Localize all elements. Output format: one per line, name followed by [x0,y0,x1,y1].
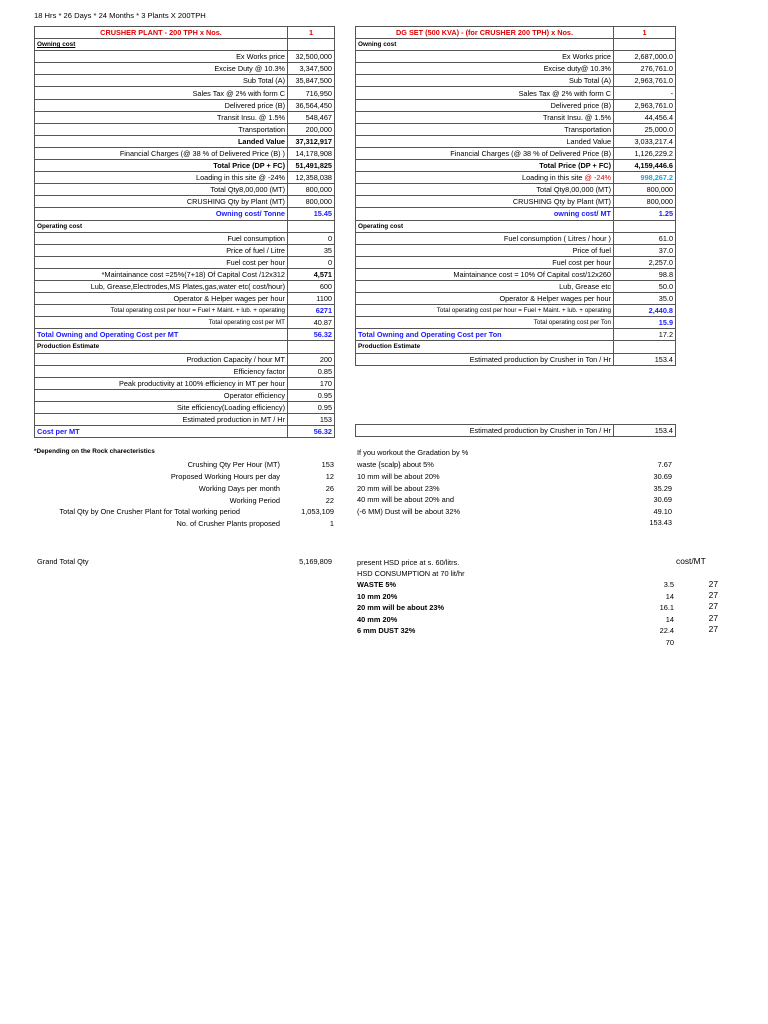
crusher-op-value: 600 [288,280,335,292]
crusher-prod-value: 0.95 [288,401,335,413]
crusher-row-label: Delivered price (B) [35,99,288,111]
summary-value: 12 [325,472,334,481]
hsd-row-label: 6 mm DUST 32% [357,626,416,635]
crusher-prod-label: Operator efficiency [35,389,288,401]
dg-est-label: Estimated production by Crusher in Ton / Hr [356,353,614,365]
dg-op-value: 61.0 [614,232,676,244]
crusher-op-label: Fuel consumption [35,232,288,244]
dg-op-label: Price of fuel [356,244,614,256]
dg-row-label: Total Qty8,00,000 (MT) [356,184,614,196]
dg-op-value: 2,440.8 [614,305,676,317]
crusher-op-label: *Maintainance cost =25%(7+18) Of Capital Cost /12x312 [35,268,288,280]
summary-label: Working Period [229,496,280,505]
crusher-row-value: 35,847,500 [288,75,335,87]
gradation-label: 40 mm will be about 20% and [357,495,454,504]
dg-row-value: - [614,87,676,99]
gradation-label: waste {scalp} about 5% [357,460,434,469]
hsd-row-value: 14 [665,592,674,601]
gradation-value: 7.67 [657,460,672,469]
dg-loading-label: Loading in this site [522,173,583,183]
hsd-cost-header: cost/MT [676,556,706,566]
crusher-prod-value: 153 [288,414,335,426]
gradation-label: 20 mm will be about 23% [357,484,440,493]
crusher-row-label: Ex Works price [35,51,288,63]
gradation-total: 153.43 [649,518,672,527]
dg-row-label: CRUSHING Qty by Plant (MT) [356,196,614,208]
dg-production-label: Production Estimate [356,341,614,353]
dg-row-value: 2,687,000.0 [614,51,676,63]
summary-value: 153 [321,460,334,469]
hsd-row-label: 20 mm will be about 23% [357,603,445,612]
dg-op-label: Total operating cost per Ton [356,317,614,329]
crusher-op-label: Operator & Helper wages per hour [35,293,288,305]
summary-value: 1 [329,519,334,528]
dg-row-label: Transit Insu. @ 1.5% [356,111,614,123]
crusher-row-label: Transportation [35,123,288,135]
dg-total-oo-value: 17.2 [614,329,676,341]
gradation-label: 10 mm will be about 20% [357,472,440,481]
dg-row-value: 1,126,229.2 [614,147,676,159]
crusher-row-value: 32,500,000 [288,51,335,63]
crusher-row-label: Loading in this site @ -24% [35,172,288,184]
dg-table [355,26,676,366]
crusher-op-value: 1100 [288,293,335,305]
dg-op-label: Operator & Helper wages per hour [356,293,614,305]
crusher-nos: 1 [288,27,335,39]
dg-row-value: 3,033,217.4 [614,135,676,147]
dg-row-label: Transportation [356,123,614,135]
crusher-op-label: Total operating cost per MT [35,317,288,329]
gradation-intro: If you workout the Gradation by % [357,448,469,457]
crusher-prod-label: Estimated production in MT / Hr [35,414,288,426]
crusher-op-label: Total operating cost per hour = Fuel + Maint. + lub. + operating [35,305,288,317]
crusher-row-label: Owning cost/ Tonne [35,208,288,220]
crusher-row-value: 12,358,038 [288,172,335,184]
hsd-row-label: WASTE 5% [357,580,397,589]
summary-label: Total Qty by One Crusher Plant for Total working period [59,507,240,516]
crusher-row-value: 15.45 [288,208,335,220]
crusher-op-label: Lub, Grease,Electrodes,MS Plates,gas,water etc( cost/hour) [35,280,288,292]
dg-op-label: Lub, Grease etc [356,280,614,292]
dg-row-value: 276,761.0 [614,63,676,75]
dg-op-value: 98.8 [614,268,676,280]
crusher-op-value: 40.87 [288,317,335,329]
hsd-consumption-line: HSD CONSUMPTION at 70 lit/hr [357,569,465,578]
crusher-row-value: 800,000 [288,196,335,208]
dg-row-value: 1.25 [614,208,676,220]
dg-op-value: 50.0 [614,280,676,292]
hsd-row-value: 16.1 [659,603,674,612]
crusher-operating-label: Operating cost [35,220,288,232]
dg-op-label: Fuel cost per hour [356,256,614,268]
dg-total-oo-label: Total Owning and Operating Cost per Ton [356,329,614,341]
dg-operating-label: Operating cost [356,220,614,232]
crusher-row-value: 800,000 [288,184,335,196]
dg-est2-label: Estimated production by Crusher in Ton / Hr [356,425,614,437]
crusher-row-label: Sales Tax @ 2% with form C [35,87,288,99]
dg-row-label: Financial Charges (@ 38 % of Delivered Price (B) [356,147,614,159]
crusher-prod-label: Production Capacity / hour MT [35,353,288,365]
crusher-prod-value: 200 [288,353,335,365]
grand-total-value: 5,169,809 [299,557,332,566]
crusher-row-label: Total Price (DP + FC) [35,160,288,172]
crusher-prod-value: 0.95 [288,389,335,401]
crusher-row-value: 548,467 [288,111,335,123]
dg-row-value: 2,963,761.0 [614,75,676,87]
crusher-prod-label: Site efficiency(Loading efficiency) [35,401,288,413]
crusher-prod-value: 0.85 [288,365,335,377]
summary-label: Proposed Working Hours per day [170,472,280,481]
crusher-op-value: 6271 [288,305,335,317]
summary-value: 1,053,109 [301,507,334,516]
dg-est2-table [355,424,676,437]
crusher-title: CRUSHER PLANT - 200 TPH x Nos. [35,27,288,39]
dg-row-value: 4,159,446.6 [614,160,676,172]
dg-op-label: Maintainance cost = 10% Of Capital cost/12x260 [356,268,614,280]
dg-row-label [356,172,614,184]
dg-row-label: Ex Works price [356,51,614,63]
crusher-row-label: Sub Total (A) [35,75,288,87]
hsd-row-cost: 27 [708,624,718,634]
dg-op-value: 35.0 [614,293,676,305]
hsd-total: 70 [665,638,674,647]
crusher-row-label: Total Qty8,00,000 (MT) [35,184,288,196]
crusher-prod-value: 170 [288,377,335,389]
crusher-prod-label: Efficiency factor [35,365,288,377]
rock-note: *Depending on the Rock charecteristics [34,448,155,455]
hsd-row-value: 22.4 [659,626,674,635]
dg-row-value: 800,000 [614,196,676,208]
dg-row-value: 2,963,761.0 [614,99,676,111]
dg-row-label: Total Price (DP + FC) [356,160,614,172]
hsd-row-cost: 27 [708,601,718,611]
dg-row-value: 44,456.4 [614,111,676,123]
summary-label: No. of Crusher Plants proposed [176,519,280,528]
dg-row-value: 25,000.0 [614,123,676,135]
hsd-row-label: 40 mm 20% [357,615,398,624]
dg-row-label: Landed Value [356,135,614,147]
hsd-row-cost: 27 [708,613,718,623]
crusher-row-value: 3,347,500 [288,63,335,75]
dg-row-value: 998,267.2 [614,172,676,184]
crusher-row-value: 37,312,917 [288,135,335,147]
hsd-row-cost: 27 [708,579,718,589]
gradation-label: (-6 MM) Dust will be about 32% [357,507,461,516]
crusher-row-label: Landed Value [35,135,288,147]
crusher-row-value: 51,491,825 [288,160,335,172]
crusher-row-label: Financial Charges (@ 38 % of Delivered Price (B) ) [35,147,288,159]
crusher-op-value: 4,571 [288,268,335,280]
crusher-op-label: Price of fuel / Litre [35,244,288,256]
crusher-row-value: 14,178,908 [288,147,335,159]
crusher-total-oo-value: 56.32 [288,329,335,341]
cost-per-mt-label: Cost per MT [35,426,288,438]
dg-op-label: Fuel consumption ( Litres / hour ) [356,232,614,244]
summary-label: Crushing Qty Per Hour (MT) [187,460,280,469]
summary-label: Working Days per month [198,484,280,493]
dg-op-value: 2,257.0 [614,256,676,268]
hsd-row-value: 3.5 [663,580,674,589]
crusher-prod-label: Peak productivity at 100% efficiency in MT per hour [35,377,288,389]
dg-nos: 1 [614,27,676,39]
dg-owning-label: Owning cost [356,39,614,51]
crusher-production-label: Production Estimate [35,341,288,353]
crusher-table [34,26,335,438]
dg-row-label: Delivered price (B) [356,99,614,111]
dg-loading-percent: @ -24% [584,173,611,183]
dg-est2-value: 153.4 [614,425,676,437]
crusher-row-value: 716,950 [288,87,335,99]
cost-per-mt-value: 56.32 [288,426,335,438]
summary-value: 22 [325,496,334,505]
crusher-row-label: CRUSHING Qty by Plant (MT) [35,196,288,208]
dg-row-label: Sub Total (A) [356,75,614,87]
dg-est-value: 153.4 [614,353,676,365]
gradation-value: 30.69 [653,495,672,504]
crusher-owning-label: Owning cost [35,39,288,51]
crusher-op-label: Fuel cost per hour [35,256,288,268]
hsd-row-value: 14 [665,615,674,624]
dg-op-label: Total operating cost per hour = Fuel + Maint. + lub. + operating [356,305,614,317]
crusher-total-oo-label: Total Owning and Operating Cost per MT [35,329,288,341]
gradation-value: 49.10 [653,507,672,516]
crusher-op-value: 0 [288,256,335,268]
crusher-op-value: 0 [288,232,335,244]
crusher-op-value: 35 [288,244,335,256]
summary-value: 26 [325,484,334,493]
dg-op-value: 15.9 [614,317,676,329]
crusher-row-label: Transit Insu. @ 1.5% [35,111,288,123]
hsd-row-label: 10 mm 20% [357,592,398,601]
dg-row-value: 800,000 [614,184,676,196]
gradation-value: 35.29 [653,484,672,493]
hsd-row-cost: 27 [708,590,718,600]
crusher-row-label: Excise Duty @ 10.3% [35,63,288,75]
crusher-row-value: 200,000 [288,123,335,135]
gradation-value: 30.69 [653,472,672,481]
crusher-row-value: 36,564,450 [288,99,335,111]
hsd-price-line: present HSD price at s. 60/litrs. [357,558,460,567]
grand-total-label: Grand Total Qty [37,557,89,566]
dg-title: DG SET (500 KVA) - (for CRUSHER 200 TPH) x Nos. [356,27,614,39]
dg-row-label: owning cost/ MT [356,208,614,220]
dg-row-label: Excise duty@ 10.3% [356,63,614,75]
dg-row-label: Sales Tax @ 2% with form C [356,87,614,99]
sheet-header: 18 Hrs * 26 Days * 24 Months * 3 Plants X 200TPH [34,11,206,20]
dg-op-value: 37.0 [614,244,676,256]
